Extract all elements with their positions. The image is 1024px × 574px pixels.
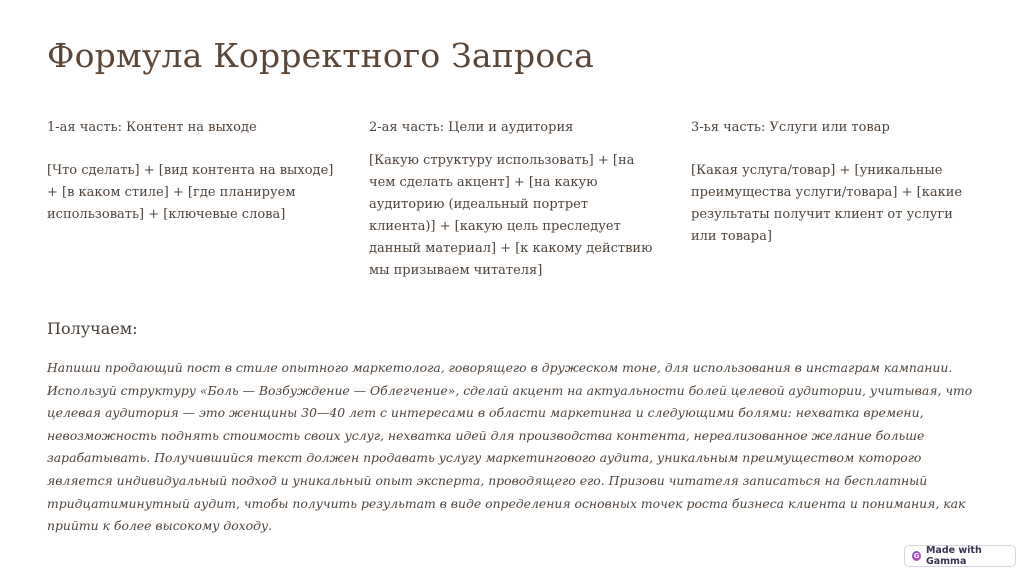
- column-heading: 1-ая часть: Контент на выходе: [47, 120, 257, 135]
- column-heading: 2-ая часть: Цели и аудитория: [369, 120, 574, 135]
- column-service-product: [691, 117, 981, 248]
- result-heading: Получаем:: [47, 319, 138, 338]
- column-text: [Какая услуга/товар] + [уникальные преимущества услуги/товара] + [какие результаты получит клиент от услуги или товара]: [691, 163, 963, 244]
- result-paragraph: Напиши продающий пост в стиле опытного маркетолога, говорящего в дружеском тоне, для использования в инстаграм кампании. Используй структуру «Боль — Возбуждение — Облегчение», сделай акцент на актуальности болей целевой аудитории, учитывая, что целевая аудитория — это женщины 30—40 лет с интересами в области маркетинга и следующими болями: нехватка времени, невозможность поднять стоимость своих услуг, нехватка идей для производства контента, нереализованное желание больше зарабатывать. Получившийся текст должен продавать услугу маркетингового аудита, уникальным преимуществом которого является индивидуальный подход и уникальный опыт эксперта, проводящего его. Призови читателя записаться на бесплатный тридцатиминутный аудит, чтобы получить результат в виде определения основных точек роста бизнеса клиента и понимания, как прийти к более высокому доходу.: [47, 360, 973, 534]
- column-text: [Какую структуру использовать] + [на чем сделать акцент] + [на какую аудиторию (идеальный портрет клиента)] + [какую цель преследует данный материал] + [к какому действию мы призываем читателя]: [369, 153, 653, 278]
- gamma-logo-icon: G: [913, 552, 920, 560]
- column-text: [Что сделать] + [вид контента на выходе] + [в каком стиле] + [где планируем использовать] + [ключевые слова]: [47, 163, 334, 222]
- slide-title: Формула Корректного Запроса: [47, 36, 594, 75]
- badge-label: Made with Gamma: [925, 545, 982, 567]
- column-goals-audience: [369, 117, 654, 282]
- made-with-gamma-badge[interactable]: [904, 545, 1016, 567]
- column-heading: 3-ья часть: Услуги или товар: [691, 120, 890, 135]
- column-content-output: [47, 117, 337, 226]
